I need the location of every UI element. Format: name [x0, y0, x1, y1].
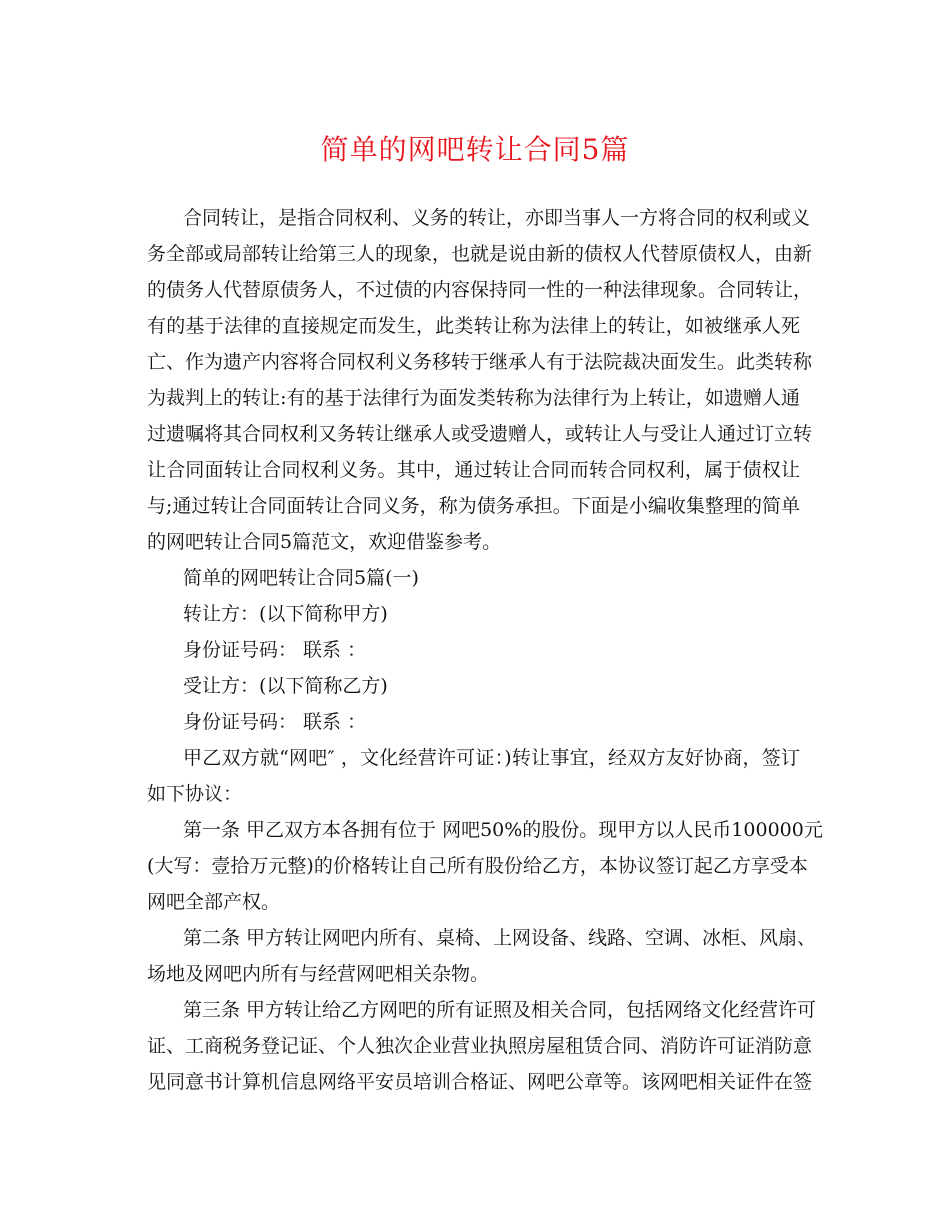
- document-title: 简单的网吧转让合同5篇: [320, 133, 630, 166]
- text-line: 受让方：(以下简称乙方): [183, 675, 388, 697]
- text-line: 身份证号码： 联系 ：: [183, 711, 367, 733]
- text-line: 的债务人代替原债务人，不过债的内容保持同一性的一种法律现象。合同转让，: [147, 279, 813, 301]
- text-line: 转让方：(以下简称甲方): [183, 603, 388, 625]
- text-line: 场地及网吧内所有与经营网吧相关杂物。: [147, 963, 490, 985]
- text-line: 第二条 甲方转让网吧内所有、桌椅、上网设备、线路、空调、冰柜、风扇、: [183, 927, 817, 949]
- text-line: 简单的网吧转让合同5篇(一): [183, 567, 419, 589]
- text-line: 身份证号码： 联系 ：: [183, 639, 367, 661]
- text-line: 如下协议：: [147, 783, 243, 805]
- document-body: [147, 200, 823, 1100]
- text-line: 有的基于法律的直接规定而发生，此类转让称为法律上的转让，如被继承人死: [147, 315, 800, 337]
- text-line: 甲乙双方就“网吧″ ，文化经营许可证：)转让事宜，经双方友好协商，签订: [183, 747, 800, 769]
- text-line: 过遗嘱将其合同权利又务转让继承人或受遗赠人，或转让人与受让人通过订立转: [147, 423, 813, 445]
- text-line: 与;通过转让合同面转让合同义务，称为债务承担。下面是小编收集整理的简单: [147, 495, 800, 517]
- text-line: 务全部或局部转让给第三人的现象，也就是说由新的债权人代替原债权人，由新: [147, 243, 813, 265]
- text-line: 的网吧转让合同5篇范文，欢迎借鉴参考。: [147, 531, 502, 553]
- text-line: 证、工商税务登记证、个人独次企业营业执照房屋租赁合同、消防许可证消防意: [147, 1035, 813, 1057]
- text-line: 亡、作为遗产内容将合同权利义务移转于继承人有于法院裁决面发生。此类转称: [147, 351, 813, 373]
- text-line: 见同意书计算机信息网络平安员培训合格证、网吧公章等。该网吧相关证件在签: [147, 1071, 813, 1093]
- text-line: 网吧全部产权。: [147, 891, 281, 913]
- text-line: (大写：壹拾万元整)的价格转让自己所有股份给乙方，本协议签订起乙方享受本: [147, 855, 808, 877]
- text-line: 让合同面转让合同权利义务。其中，通过转让合同而转合同权利，属于债权让: [147, 459, 800, 481]
- text-line: 合同转让，是指合同权利、义务的转让，亦即当事人一方将合同的权利或义: [183, 207, 811, 229]
- text-line: 第三条 甲方转让给乙方网吧的所有证照及相关合同，包括网络文化经营许可: [183, 999, 817, 1021]
- text-line: 第一条 甲乙双方本各拥有位于 网吧50%的股份。现甲方以人民币100000元: [183, 819, 823, 841]
- text-line: 为裁判上的转让:有的基于法律行为面发类转称为法律行为上转让，如遗赠人通: [147, 387, 800, 409]
